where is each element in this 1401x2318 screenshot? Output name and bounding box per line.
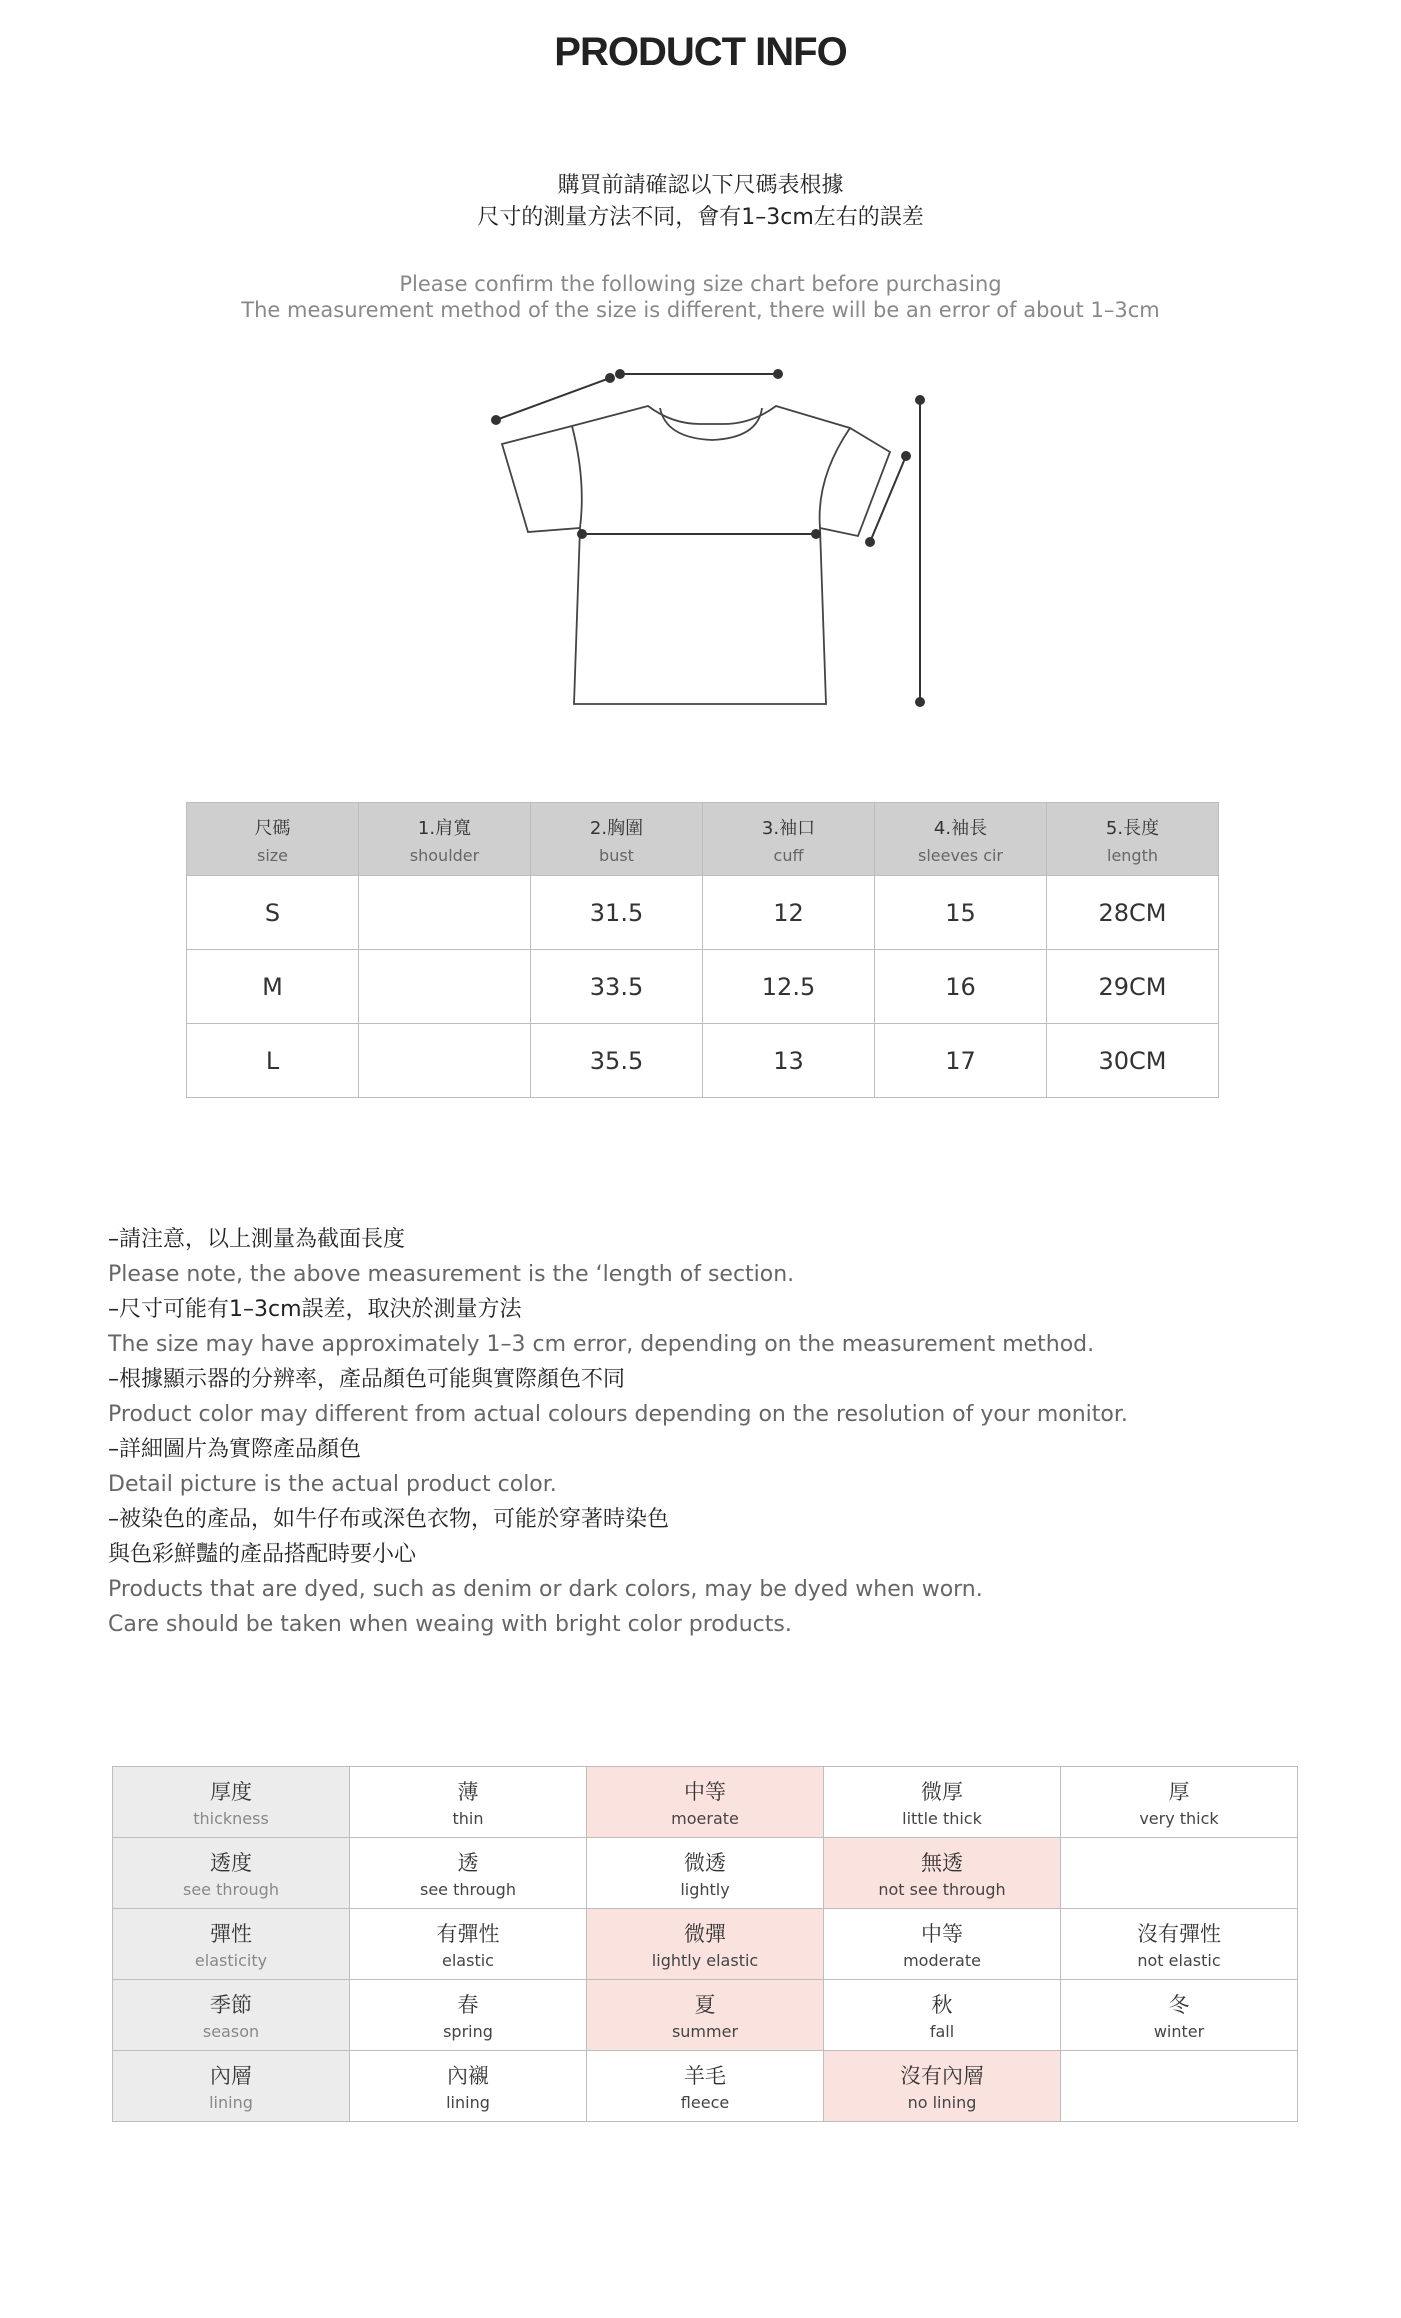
table-cell: 29CM [1047,950,1219,1024]
attribute-option [824,1980,1061,2051]
attribute-label [113,1980,350,2051]
note-en: Please note, the above measurement is the ‘length of section. [108,1262,795,1287]
table-cell: 33.5 [531,950,703,1024]
note-en: Care should be taken when weaing with bright color products. [108,1612,792,1637]
attribute-cn: 有彈性 [436,1922,500,1946]
attribute-en: fleece [680,2093,730,2112]
attribute-en: moerate [671,1809,739,1828]
attribute-cn: 春 [457,1993,479,2017]
attribute-row [113,1767,1298,1838]
attribute-en: season [202,2022,260,2041]
attribute-label [113,1909,350,1980]
table-cell: 15 [875,876,1047,950]
attribute-row [113,1980,1298,2051]
notice-en-line-1: Please confirm the following size chart before purchasing [399,272,1002,296]
attribute-en: very thick [1139,1809,1219,1828]
attribute-en: lining [209,2093,253,2112]
attribute-en: no lining [907,2093,977,2112]
attribute-option [1061,1909,1298,1980]
header-cn: 5.長度 [1105,817,1160,839]
attribute-option-selected [587,1909,824,1980]
attribute-option [1061,1767,1298,1838]
header-cn: 4.袖長 [933,817,988,839]
attribute-cn: 沒有彈性 [1137,1922,1221,1946]
attribute-label [113,1838,350,1909]
header-length [1047,803,1219,876]
header-en: shoulder [409,845,480,865]
attribute-option [350,1980,587,2051]
table-cell: 35.5 [531,1024,703,1098]
attribute-option-selected [587,1767,824,1838]
table-cell: 17 [875,1024,1047,1098]
header-bust [531,803,703,876]
attribute-cn: 微透 [684,1851,726,1875]
header-en: sleeves cir [917,845,1004,865]
attribute-cn: 透度 [210,1851,252,1875]
attribute-cn: 微厚 [921,1780,963,1804]
page-title: PRODUCT INFO [554,30,847,74]
attribute-option [587,1838,824,1909]
attribute-cn: 中等 [684,1780,726,1804]
attribute-cn: 厚 [1168,1780,1190,1804]
table-row [187,1024,1219,1098]
table-cell: S [187,876,359,950]
attribute-cn: 沒有內層 [900,2064,984,2088]
notice-cn-line-2: 尺寸的測量方法不同，會有1–3cm左右的誤差 [477,205,924,230]
attribute-row [113,2051,1298,2122]
table-cell: 28CM [1047,876,1219,950]
note-cn: –詳細圖片為實際產品顏色 [108,1437,362,1462]
note-cn: –根據顯示器的分辨率，產品顏色可能與實際顏色不同 [108,1367,626,1392]
attribute-option [1061,2051,1298,2122]
attribute-en: lining [446,2093,490,2112]
attribute-option-selected [587,1980,824,2051]
attribute-cn: 冬 [1168,1993,1190,2017]
cuff-measure-line [870,456,906,542]
table-cell: 12 [703,876,875,950]
attribute-en: not elastic [1137,1951,1221,1970]
header-cn: 尺碼 [254,817,291,839]
header-cn: 1.肩寬 [417,817,472,839]
tshirt-measurement-diagram [470,360,940,720]
attribute-cn: 彈性 [210,1922,252,1946]
care-notes [108,1222,1308,1642]
notice-cn-line-1: 購買前請確認以下尺碼表根據 [557,173,844,198]
header-sleeves [875,803,1047,876]
attribute-option [350,1767,587,1838]
header-cn: 2.胸圍 [589,817,644,839]
attribute-option [1061,1980,1298,2051]
attribute-en: fall [929,2022,955,2041]
size-chart-header-row [187,803,1219,876]
attribute-option [1061,1838,1298,1909]
attribute-en: elastic [442,1951,494,1970]
header-cuff [703,803,875,876]
table-row [187,876,1219,950]
attribute-cn: 薄 [457,1780,479,1804]
table-cell [359,876,531,950]
header-en: bust [599,845,634,865]
header-size [187,803,359,876]
attribute-en: lightly [680,1880,730,1899]
attribute-en: lightly elastic [651,1951,759,1970]
attribute-cn: 內層 [210,2064,252,2088]
attribute-cn: 季節 [210,1993,252,2017]
note-cn: 與色彩鮮豔的產品搭配時要小心 [108,1542,417,1567]
attribute-cn: 羊毛 [684,2064,726,2088]
attribute-cn: 厚度 [210,1780,252,1804]
attribute-en: summer [671,2022,739,2041]
tshirt-outline [502,406,890,704]
table-cell: 16 [875,950,1047,1024]
attribute-option [587,2051,824,2122]
attribute-cn: 微彈 [684,1922,726,1946]
attribute-cn: 中等 [921,1922,963,1946]
note-en: The size may have approximately 1–3 cm error, depending on the measurement method. [108,1332,1095,1357]
attribute-en: thin [452,1809,484,1828]
table-cell: 13 [703,1024,875,1098]
table-cell [359,1024,531,1098]
table-row [187,950,1219,1024]
size-chart-table [186,802,1219,1098]
attribute-cn: 內襯 [447,2064,489,2088]
attribute-option [350,2051,587,2122]
attribute-option [350,1838,587,1909]
note-cn: –被染色的產品，如牛仔布或深色衣物，可能於穿著時染色 [108,1507,670,1532]
attribute-option [824,1767,1061,1838]
attribute-label [113,2051,350,2122]
attribute-en: see through [420,1880,516,1899]
header-cn: 3.袖口 [761,817,816,839]
attribute-en: moderate [903,1951,981,1970]
header-en: cuff [773,845,804,865]
sleeve-length-measure-line [496,378,610,420]
attribute-en: winter [1153,2022,1205,2041]
note-en: Detail picture is the actual product color. [108,1472,557,1497]
attribute-en: not see through [878,1880,1006,1899]
table-cell [359,950,531,1024]
table-cell: M [187,950,359,1024]
attribute-option-selected [824,2051,1061,2122]
table-cell: 31.5 [531,876,703,950]
attribute-option-selected [824,1838,1061,1909]
attribute-cn: 無透 [921,1851,963,1875]
attribute-cn: 透 [457,1851,479,1875]
header-en: size [256,845,289,865]
attribute-en: thickness [193,1809,269,1828]
note-cn: –請注意，以上測量為截面長度 [108,1227,406,1252]
attribute-row [113,1838,1298,1909]
header-en: length [1107,845,1158,865]
attribute-cn: 夏 [694,1993,716,2017]
table-cell: 12.5 [703,950,875,1024]
table-cell: L [187,1024,359,1098]
note-cn: –尺寸可能有1–3cm誤差，取決於測量方法 [108,1297,522,1322]
attribute-label [113,1767,350,1838]
header-shoulder [359,803,531,876]
attribute-cn: 秋 [931,1993,953,2017]
attribute-en: little thick [902,1809,982,1828]
attribute-option [824,1909,1061,1980]
attribute-en: see through [183,1880,279,1899]
attribute-en: spring [443,2022,493,2041]
attribute-en: elasticity [194,1951,268,1970]
note-en: Product color may different from actual colours depending on the resolution of your monitor. [108,1402,1128,1427]
note-en: Products that are dyed, such as denim or dark colors, may be dyed when worn. [108,1577,983,1602]
attribute-option [350,1909,587,1980]
notice-en-line-2: The measurement method of the size is different, there will be an error of about 1–3cm [241,298,1160,322]
attribute-row [113,1909,1298,1980]
table-cell: 30CM [1047,1024,1219,1098]
fabric-attribute-table [112,1766,1298,2122]
